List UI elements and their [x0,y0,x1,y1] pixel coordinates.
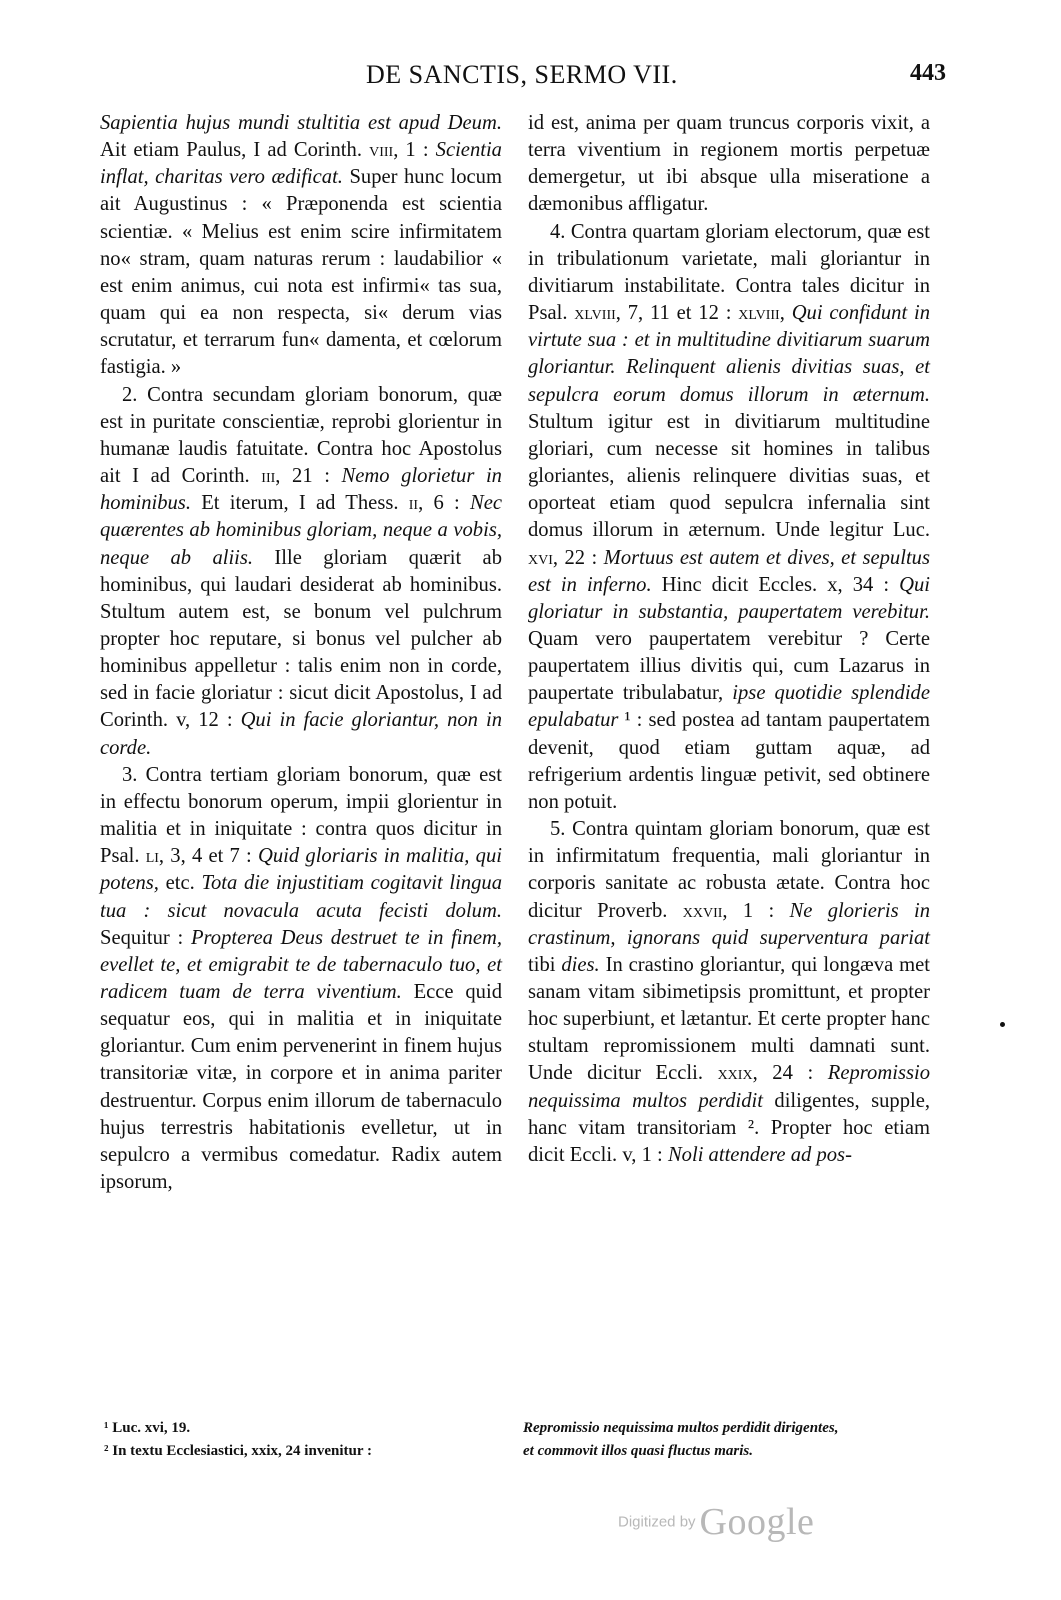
footnotes-left [104,1417,508,1463]
page-number: 443 [910,60,946,86]
right-column [528,110,930,1169]
ink-speck [1000,1022,1005,1027]
paragraph-5: 5. Contra quintam gloriam bonorum, quæ est in infirmitatum frequentia, mali gloriantur in corporis sanitate ac robusta ætate. Contra hoc dicitur Proverb. xxvii, 1 : Ne glorieris in crastinum, ignorans quid superventura pariat tibi dies. In crastino gloriantur, qui longæva met sanam vitam sibimetipsis promittunt, et propter hoc superbiunt, et lætantur. Et certe propter hanc stultam repromissionem multi damnati sunt. Unde dicitur Eccli. xxix, 24 : Repromissio nequissima multos perdidit diligentes, supple, hanc vitam transitoriam ². Propter hoc etiam dicit Eccli. v, 1 : Noli attendere ad pos- [528,818,930,1166]
footnotes-right [523,1417,943,1463]
running-header [0,60,1061,100]
footnote-1: ¹ Luc. xvi, 19. [104,1420,191,1436]
paragraph-continuation: id est, anima per quam truncus corporis vixit, a terra viventium in regionem mortis perpetuæ demergetur, ut ibi absque ulla miseratione a dæmonibus affligatur. [528,112,930,216]
footnote-2-continuation-line-1: Repromissio nequissima multos perdidit dirigentes, [523,1420,839,1436]
paragraph-4: 4. Contra quartam gloriam electorum, quæ est in tribulationum varietate, mali gloriantur in divitiarum instabilitate. Contra tales dicitur in Psal. xlviii, 7, 11 et 12 : xlviii, Qui confidunt in virtute sua : et in multitudine divitiarum suarum gloriantur. Relinquent alienis divitias suas, et sepulcra eorum domus illorum in æternum. Stultum igitur est in divitiarum multitudine gloriari, cum necesse sit homines in talibus gloriantes, alienis relinquere divitias suas, et oporteat etiam quod sepulcra infernalia sint domus illorum in æternum. Unde legitur Luc. xvi, 22 : Mortuus est autem et dives, et sepultus est in inferno. Hinc dicit Eccles. x, 34 : Qui gloriatur in substantia, paupertatem verebitur. Quam vero paupertatem verebitur ? Certe paupertatem illius divitis qui, cum Lazarus in paupertate tribulabatur, ipse quotidie splendide epulabatur ¹ : sed postea ad tantam paupertatem devenit, quod etiam guttam aquæ, ad refrigerium ardentis linguæ petivit, sed obtinere non potuit. [528,220,931,813]
paragraph-3: 3. Contra tertiam gloriam bonorum, quæ est in effectu bonorum operum, impii glorientur in malitia et in iniquitate : contra quos dicitur in Psal. li, 3, 4 et 7 : Quid gloriaris in malitia, qui potens, etc. Tota die injustitiam cogitavit lingua tua : sicut novacula acuta fecisti dolum. Sequitur : Propterea Deus destruet te in finem, evellet te, et emigrabit te de tabernaculo tuo, et radicem tuam de terra viventium. Ecce quid sequatur eos, qui in malitia et in iniquitate gloriantur. Cum enim pervenerint in finem hujus transitoriæ vitæ, in corpore et in anima pariter destruentur. Corpus enim illorum de tabernaculo hujus terrestris habitationis evelletur, ut in sepulcro a vermibus comedatur. Radix autem ipsorum, [100,763,502,1194]
footnote-2-continuation-line-2: et commovit illos quasi fluctus maris. [523,1443,754,1459]
paragraph-2: 2. Contra secundam gloriam bonorum, quæ est in puritate conscientiæ, reprobi glorientur in humanæ laudis fatuitate. Contra hoc Apostolus ait I ad Corinth. iii, 21 : Nemo glorietur in hominibus. Et iterum, I ad Thess. ii, 6 : Nec quærentes ab hominibus gloriam, neque a vobis, neque ab aliis. Ille gloriam quærit ab hominibus, qui laudari desiderat ab hominibus. Stultum autem est, se bonum vel pulchrum propter hoc reputare, si bonus vel pulcher ab hominibus appelletur : talis enim non in corde, sed in facie gloriatur : sicut dicit Apostolus, I ad Corinth. v, 12 : Qui in facie gloriantur, non in corde. [100,383,503,759]
watermark-brand: Google [699,1501,815,1543]
paragraph-1: Sapientia hujus mundi stultitia est apud Deum. Ait etiam Paulus, I ad Corinth. viii, 1 : Scientia inflat, charitas vero ædificat. Super hunc locum ait Augustinus : « Præponenda est scientia scientiæ. « Melius est enim scire infirmitatem no« stram, quam naturas rerum : laudabilior « est enim animus, cui nota est infirmi« tas sua, quam qui ea non respecta, si« derum vias scrutatur, et terrarum fun« damenta, et cœlorum fastigia. » [100,112,502,379]
watermark-prefix: Digitized by [618,1513,696,1531]
running-title: DE SANCTIS, SERMO VII. [366,60,678,89]
footnote-2: ² In textu Ecclesiastici, xxix, 24 invenitur : [104,1443,372,1459]
digitized-by-google-watermark [618,1500,814,1550]
left-column [100,110,502,1196]
